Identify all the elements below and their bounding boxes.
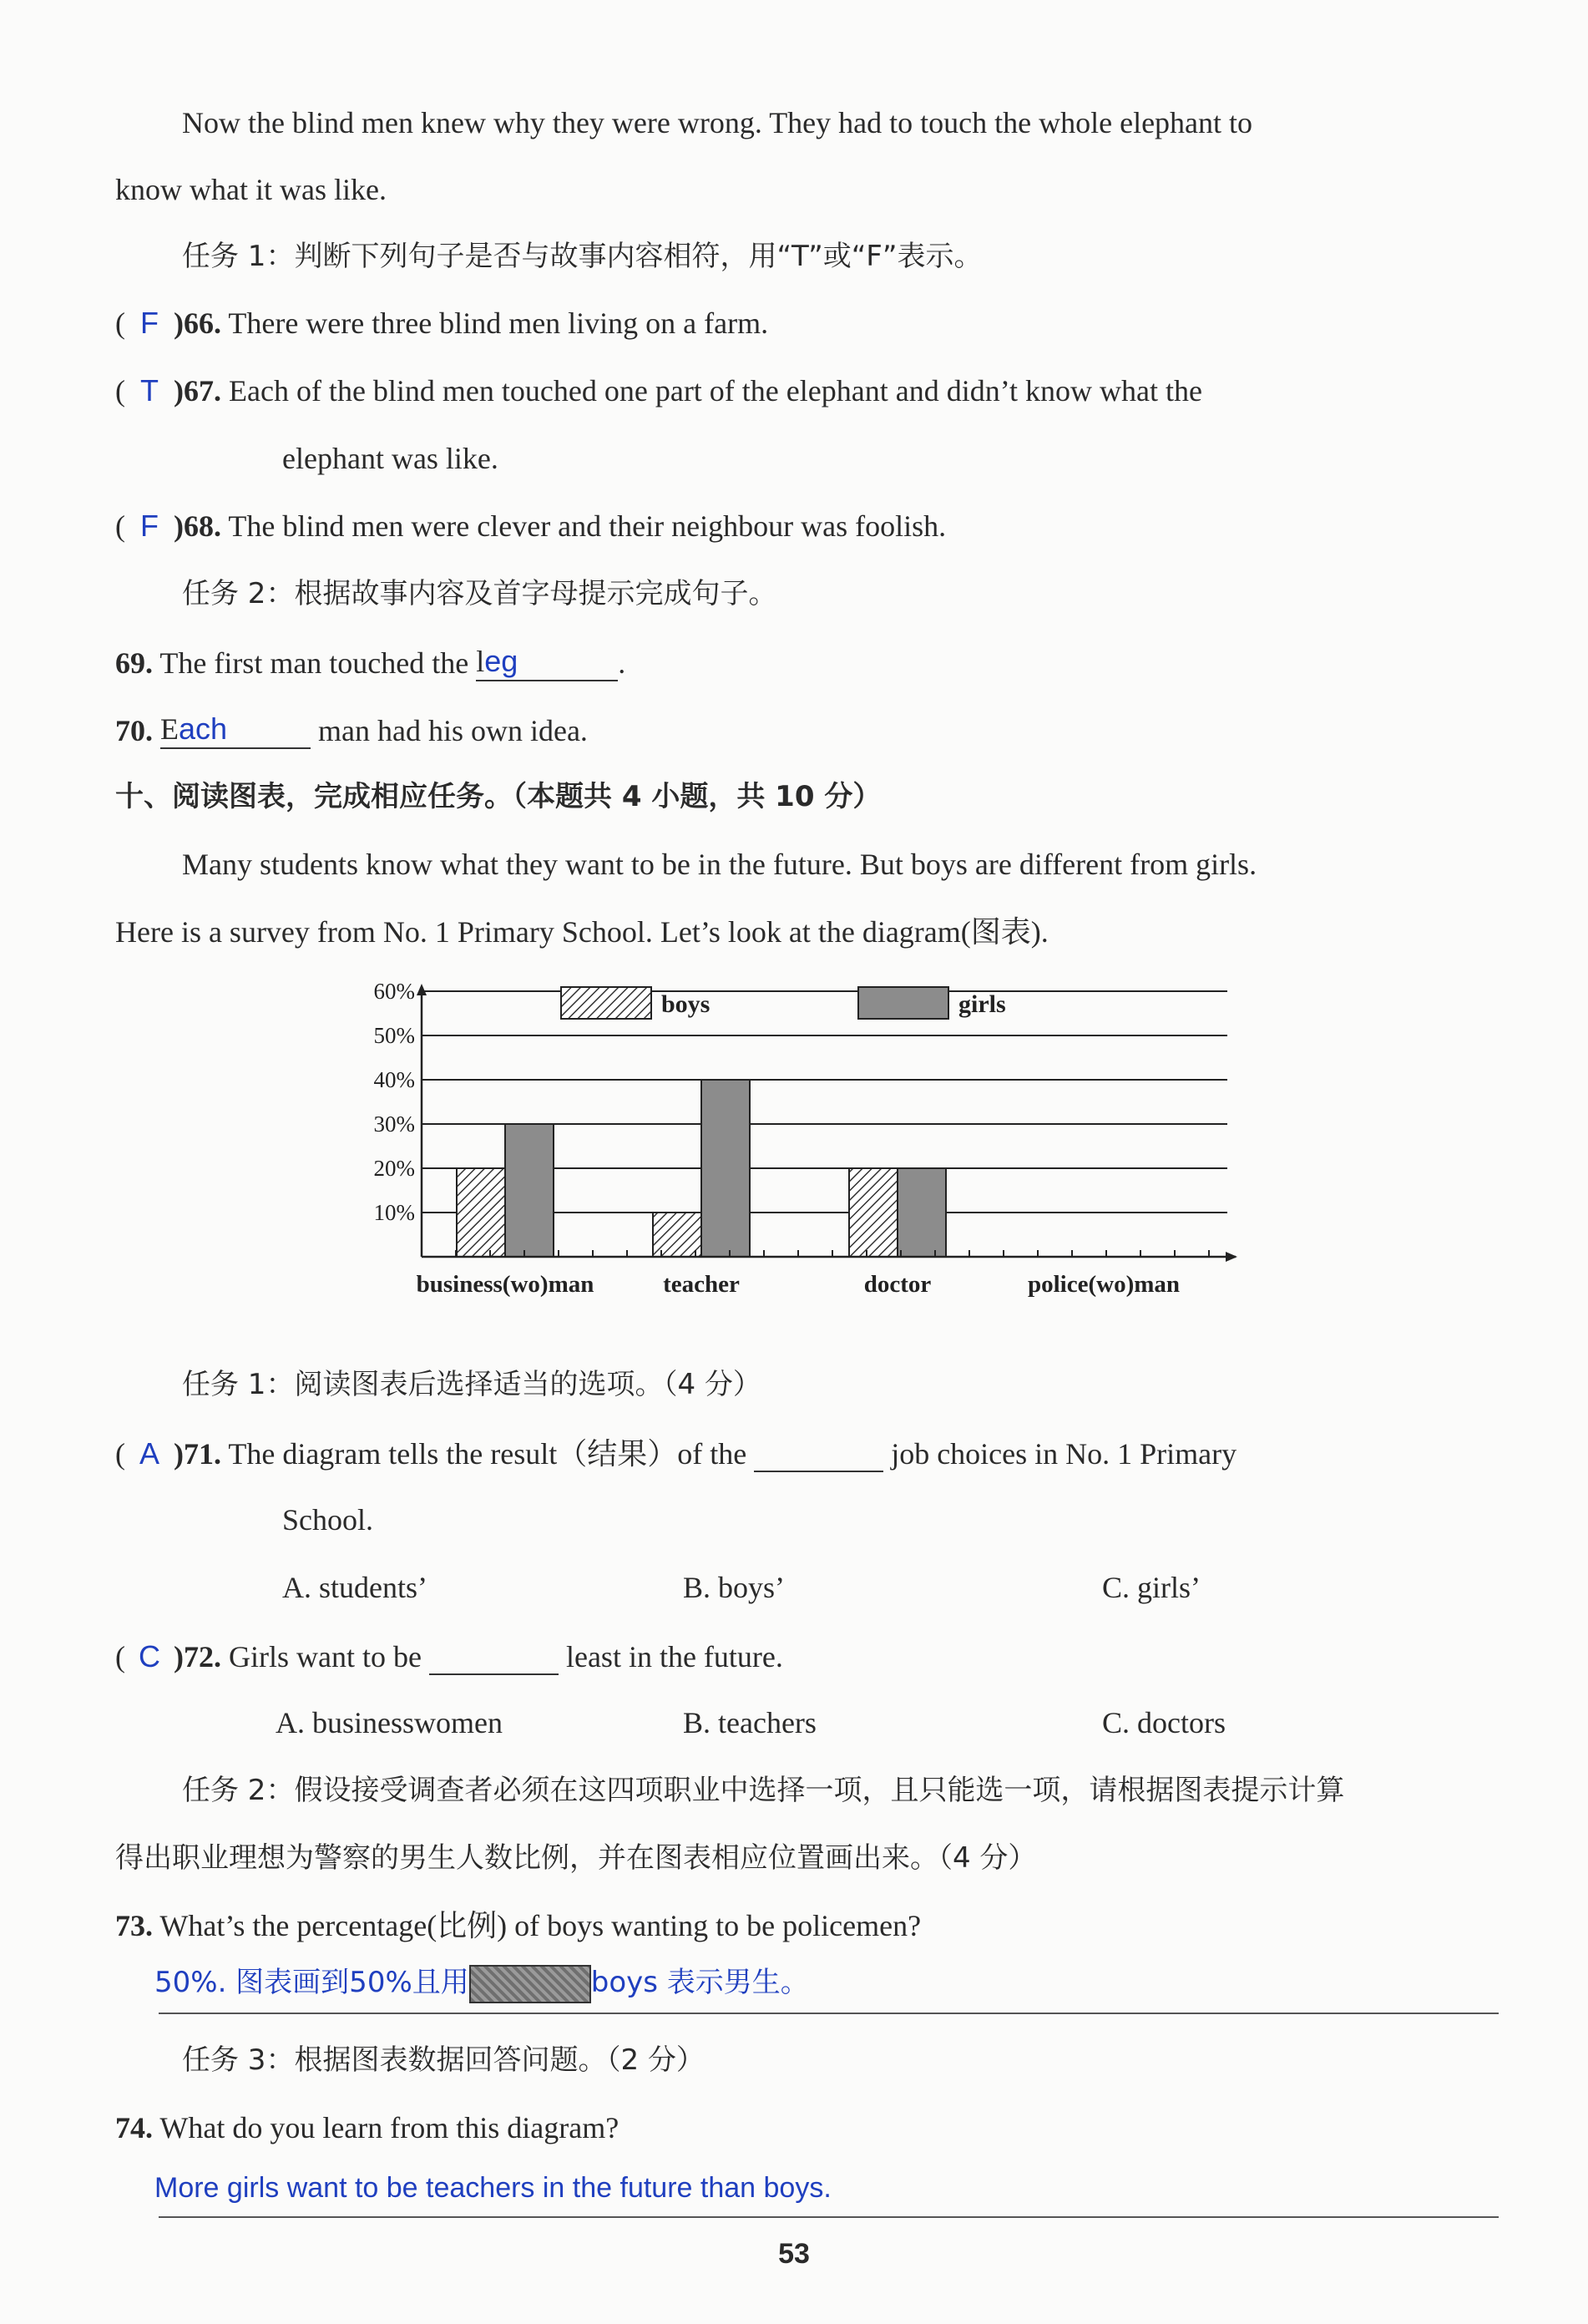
x-category-label: police(wo)man — [1027, 1271, 1181, 1298]
intro-line: Here is a survey from No. 1 Primary School. Let’s look at the diagram(图表). — [115, 915, 1049, 949]
section-10-title: 十、阅读图表，完成相应任务。（本题共 4 小题，共 10 分） — [115, 780, 882, 813]
task1-title: 任务 1：判断下列句子是否与故事内容相符，用“T”或“F”表示。 — [182, 240, 983, 273]
question-71-cont: School. — [282, 1503, 374, 1537]
bar-chart — [334, 969, 1252, 1336]
y-tick-label: 20% — [373, 1156, 415, 1181]
y-tick-label: 10% — [373, 1200, 415, 1225]
y-tick-label: 30% — [373, 1111, 415, 1137]
answer-72: C — [139, 1639, 160, 1673]
answer-73: 50%. 图表画到50%且用 boys 表示男生。 — [154, 1964, 809, 2003]
bar-boys — [457, 1168, 505, 1257]
answer-line — [159, 2013, 1499, 2014]
x-category-label: teacher — [663, 1271, 740, 1298]
story-line: Now the blind men knew why they were wrong. They had to touch the whole elephant to — [182, 106, 1253, 139]
option-a: A. businesswomen — [276, 1706, 503, 1739]
chart-task1-title: 任务 1：阅读图表后选择适当的选项。（4 分） — [182, 1368, 761, 1401]
question-69: 69. The first man touched the leg . — [115, 644, 626, 680]
answer-line — [159, 2216, 1499, 2218]
legend-swatch-girls — [858, 987, 948, 1019]
legend-label-girls: girls — [958, 990, 1006, 1018]
fill-blank-72 — [429, 1637, 559, 1675]
x-category-label: doctor — [863, 1271, 932, 1298]
question-74: 74. What do you learn from this diagram? — [115, 2111, 620, 2144]
bar-girls — [505, 1124, 554, 1257]
bar-girls — [701, 1080, 750, 1257]
question-68: ( F )68. The blind men were clever and their neighbour was foolish. — [115, 509, 947, 543]
option-b: B. boys’ — [683, 1571, 786, 1604]
answer-69: eg — [484, 644, 518, 678]
answer-67: T — [140, 373, 159, 408]
question-67-cont: elephant was like. — [282, 442, 498, 475]
question-67: ( T )67. Each of the blind men touched one part of the elephant and didn’t know what the — [115, 373, 1202, 408]
chart-task2-line: 任务 2：假设接受调查者必须在这四项职业中选择一项，且只能选一项，请根据图表提示计算 — [182, 1774, 1345, 1807]
question-70: 70. Each man had his own idea. — [115, 711, 588, 747]
task2-title: 任务 2：根据故事内容及首字母提示完成句子。 — [182, 577, 777, 610]
fill-blank-71 — [754, 1434, 883, 1472]
question-73: 73. What’s the percentage(比例) of boys wanting to be policemen? — [115, 1909, 922, 1942]
bar-boys — [849, 1168, 898, 1257]
bar-girls — [898, 1168, 946, 1257]
option-c: C. girls’ — [1102, 1571, 1201, 1604]
bar-boys — [653, 1213, 701, 1257]
option-a: A. students’ — [282, 1571, 427, 1604]
answer-71: A — [139, 1436, 159, 1471]
intro-line: Many students know what they want to be in the future. But boys are different from girls. — [182, 848, 1257, 881]
y-tick-label: 40% — [373, 1067, 415, 1092]
legend-label-boys: boys — [661, 990, 711, 1018]
answer-68: F — [140, 509, 159, 543]
boys-hatch-swatch — [469, 1965, 591, 2003]
option-c: C. doctors — [1102, 1706, 1226, 1739]
legend-swatch-boys — [561, 987, 651, 1019]
y-axis-arrow — [417, 984, 427, 995]
x-category-label: business(wo)man — [416, 1271, 594, 1298]
fill-blank-70: Each — [160, 711, 311, 749]
question-66: ( F )66. There were three blind men living on a farm. — [115, 306, 769, 340]
story-line: know what it was like. — [115, 173, 387, 206]
question-72: ( C )72. Girls want to be least in the future. — [115, 1637, 783, 1675]
y-tick-label: 50% — [373, 1023, 415, 1048]
chart-task3-title: 任务 3：根据图表数据回答问题。（2 分） — [182, 2043, 705, 2077]
chart-task2-line: 得出职业理想为警察的男生人数比例，并在图表相应位置画出来。（4 分） — [115, 1841, 1037, 1875]
y-tick-label: 60% — [373, 979, 415, 1004]
question-71: ( A )71. The diagram tells the result（结果）of the job choices in No. 1 Primary — [115, 1434, 1237, 1472]
answer-66: F — [140, 306, 159, 340]
x-axis-arrow — [1226, 1252, 1237, 1262]
option-b: B. teachers — [683, 1706, 817, 1739]
page-number: 53 — [778, 2238, 810, 2270]
answer-74: More girls want to be teachers in the future than boys. — [154, 2172, 832, 2204]
answer-70: ach — [179, 711, 228, 746]
fill-blank-69: leg — [476, 643, 618, 681]
